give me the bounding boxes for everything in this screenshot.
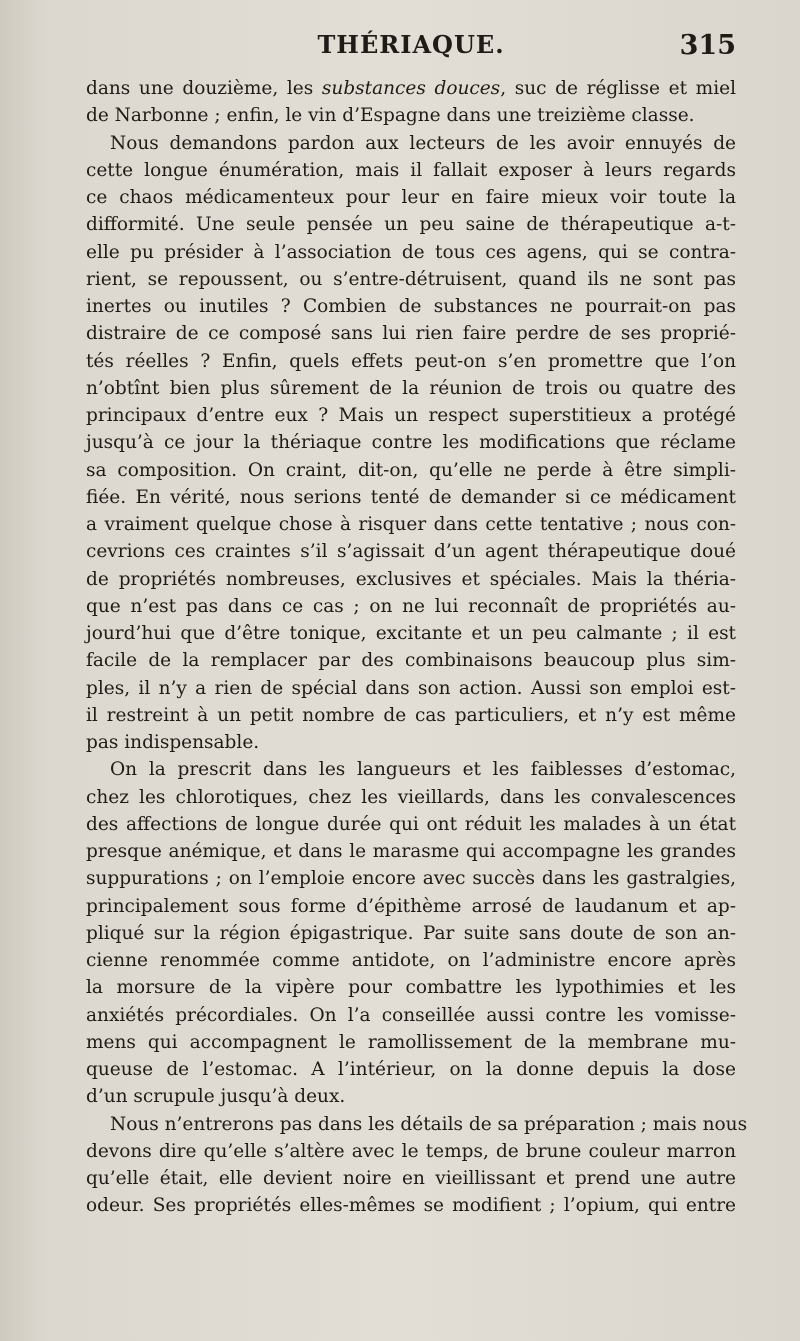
text-line: anxiétés précordiales. On l’a conseillée aussi contre les vomisse-	[86, 1004, 736, 1026]
text-line: cette longue énumération, mais il fallait exposer à leurs regards	[86, 159, 736, 181]
text-line: cevrions ces craintes s’il s’agissait d’un agent thérapeutique doué	[86, 541, 736, 563]
text-line: elle pu présider à l’association de tous ces agens, qui se contra-	[86, 241, 736, 263]
text-line: de Narbonne ; enfin, le vin d’Espagne dans une treizième classe.	[86, 105, 695, 127]
text-line: jusqu’à ce jour la thériaque contre les modifications que réclame	[86, 432, 736, 454]
italic-phrase: substances douces	[321, 78, 501, 99]
text-line: n’obtînt bien plus sûrement de la réunion de trois ou quatre des	[86, 377, 736, 399]
text-line: la morsure de la vipère pour combattre les lypothimies et les	[86, 977, 736, 999]
running-title: THÉRIAQUE.	[317, 30, 505, 59]
text-line: a vraiment quelque chose à risquer dans cette tentative ; nous con-	[86, 514, 736, 535]
text-line: sa composition. On craint, dit-on, qu’elle ne perde à être simpli-	[86, 459, 736, 481]
text-line: fiée. En vérité, nous serions tenté de demander si ce médicament	[86, 486, 736, 508]
text-line: ce chaos médicamenteux pour leur en faire mieux voir toute la	[86, 187, 736, 208]
text-line: d’un scrupule jusqu’à deux.	[86, 1086, 346, 1108]
text-line	[86, 75, 736, 102]
text-line: On la prescrit dans les langueurs et les faiblesses d’estomac,	[110, 759, 736, 781]
body-text	[86, 75, 748, 1220]
text-line: difformité. Une seule pensée un peu saine de thérapeutique a-t-	[86, 214, 736, 236]
text-line: mens qui accompagnent le ramollissement de la membrane mu-	[86, 1031, 736, 1053]
page-header	[86, 30, 736, 70]
text-line: odeur. Ses propriétés elles-mêmes se modifient ; l’opium, qui entre	[86, 1195, 736, 1217]
text-line: tés réelles ? Enfin, quels effets peut-on s’en promettre que l’on	[86, 350, 736, 372]
page-number: 315	[679, 30, 736, 61]
text-segment: dans une douzième, les	[86, 78, 322, 99]
text-line: des affections de longue durée qui ont réduit les malades à un état	[86, 813, 736, 835]
text-line: distraire de ce composé sans lui rien faire perdre de ses proprié-	[86, 323, 736, 345]
text-line: facile de la remplacer par des combinaisons beaucoup plus sim-	[86, 650, 736, 672]
text-line: suppurations ; on l’emploie encore avec succès dans les gastralgies,	[86, 868, 736, 890]
text-line: rient, se repoussent, ou s’entre-détruisent, quand ils ne sont pas	[86, 268, 736, 290]
text-line: ples, il n’y a rien de spécial dans son action. Aussi son emploi est-	[86, 677, 736, 699]
text-line: principalement sous forme d’épithème arrosé de laudanum et ap-	[86, 895, 736, 917]
text-line: inertes ou inutiles ? Combien de substances ne pourrait-on pas	[86, 296, 736, 317]
text-line: il restreint à un petit nombre de cas particuliers, et n’y est même	[86, 704, 736, 726]
text-line: pas indispensable.	[86, 732, 260, 753]
text-line: Nous demandons pardon aux lecteurs de les avoir ennuyés de	[110, 132, 736, 154]
text-line: cienne renommée comme antidote, on l’administre encore après	[86, 950, 736, 971]
text-line: jourd’hui que d’être tonique, excitante et un peu calmante ; il est	[86, 623, 736, 644]
text-line: Nous n’entrerons pas dans les détails de sa préparation ; mais nous	[110, 1113, 748, 1135]
text-line: que n’est pas dans ce cas ; on ne lui reconnaît de propriétés au-	[86, 595, 736, 617]
text-segment: , suc de réglisse et miel	[500, 78, 736, 99]
text-line: devons dire qu’elle s’altère avec le temps, de brune couleur marron	[86, 1140, 736, 1162]
text-line: principaux d’entre eux ? Mais un respect superstitieux a protégé	[86, 405, 736, 426]
text-line: qu’elle était, elle devient noire en vieillissant et prend une autre	[86, 1168, 736, 1189]
text-line: pliqué sur la région épigastrique. Par suite sans doute de son an-	[86, 922, 736, 944]
text-line: de propriétés nombreuses, exclusives et spéciales. Mais la théria-	[86, 568, 736, 590]
text-line: presque anémique, et dans le marasme qui accompagne les grandes	[86, 841, 736, 862]
text-line: chez les chlorotiques, chez les vieillards, dans les convalescences	[86, 786, 736, 808]
text-line: queuse de l’estomac. A l’intérieur, on la donne depuis la dose	[86, 1059, 736, 1080]
